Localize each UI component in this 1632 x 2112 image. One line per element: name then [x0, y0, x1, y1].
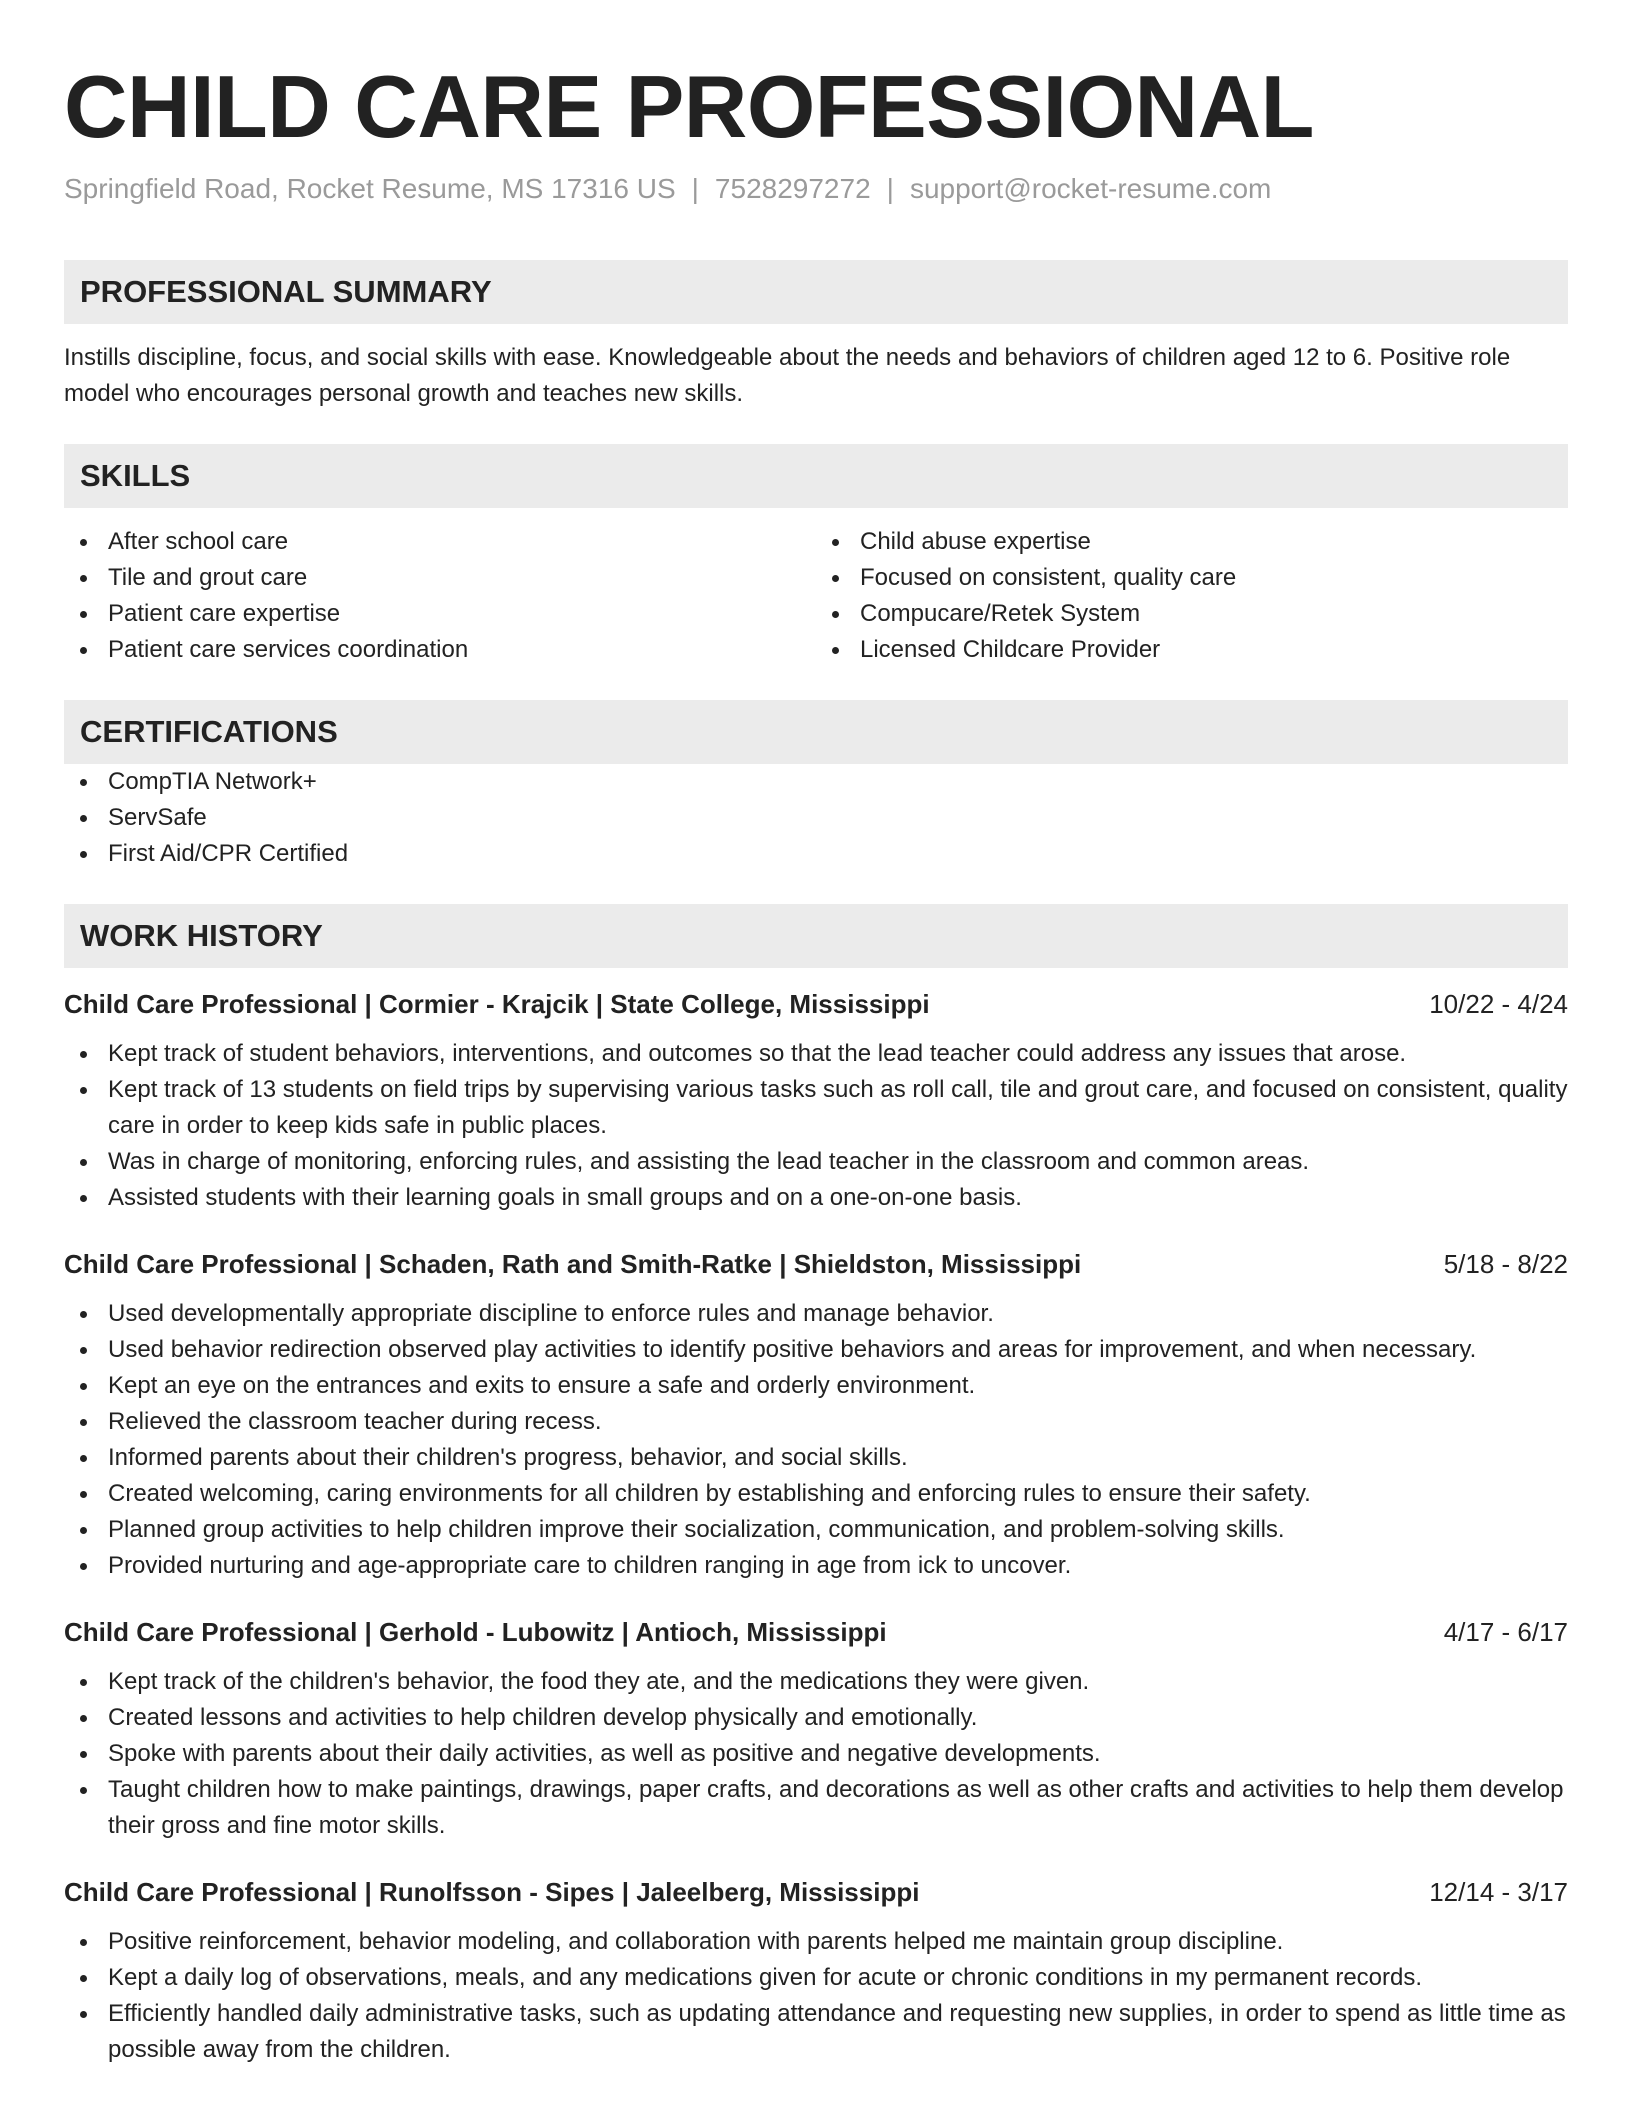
job-bullet: Created lessons and activities to help children develop physically and emotionally.: [64, 1700, 1568, 1736]
job-bullet: Kept track of the children's behavior, the food they ate, and the medications they were given.: [64, 1664, 1568, 1700]
skill-item: Focused on consistent, quality care: [816, 560, 1568, 596]
job-header: [64, 1874, 1568, 1910]
job-bullet: Was in charge of monitoring, enforcing rules, and assisting the lead teacher in the classroom and common areas.: [64, 1144, 1568, 1180]
skill-item: Patient care services coordination: [64, 632, 816, 668]
job-title: Child Care Professional | Cormier - Krajcik | State College, Mississippi: [64, 988, 930, 1019]
skills-column-left: [64, 524, 816, 668]
certification-item: CompTIA Network+: [64, 764, 1568, 800]
job-title: Child Care Professional | Schaden, Rath and Smith-Ratke | Shieldston, Mississippi: [64, 1248, 1082, 1279]
job-bullet: Provided nurturing and age-appropriate care to children ranging in age from ick to uncover.: [64, 1548, 1568, 1584]
certification-item: ServSafe: [64, 800, 1568, 836]
job-entry: [64, 1614, 1568, 1844]
job-bullet: Used developmentally appropriate discipline to enforce rules and manage behavior.: [64, 1296, 1568, 1332]
section-header-summary: PROFESSIONAL SUMMARY: [64, 260, 1568, 324]
job-header: [64, 986, 1568, 1022]
contact-email: support@rocket-resume.com: [909, 173, 1272, 205]
skill-item: Compucare/Retek System: [816, 596, 1568, 632]
job-title: Child Care Professional | Runolfsson - Sipes | Jaleelberg, Mississippi: [64, 1876, 920, 1907]
job-header: [64, 1614, 1568, 1650]
section-header-skills: SKILLS: [64, 444, 1568, 508]
job-entry: [64, 1874, 1568, 2068]
job-bullet: Efficiently handled daily administrative tasks, such as updating attendance and requesting new supplies, in order to spend as little time as possible away from the children.: [64, 1996, 1568, 2068]
skills-column-right: [816, 524, 1568, 668]
contact-separator: |: [691, 173, 699, 205]
section-header-certifications: CERTIFICATIONS: [64, 700, 1568, 764]
summary-text: Instills discipline, focus, and social skills with ease. Knowledgeable about the needs and behaviors of children aged 12 to 6. Positive role model who encourages personal growth and teaches new skills.: [64, 343, 1511, 407]
skill-item: Patient care expertise: [64, 596, 816, 632]
job-bullet: Spoke with parents about their daily activities, as well as positive and negative developments.: [64, 1736, 1568, 1772]
job-bullet: Kept a daily log of observations, meals, and any medications given for acute or chronic conditions in my permanent records.: [64, 1960, 1568, 1996]
job-bullets: [64, 1664, 1568, 1844]
job-header: [64, 1246, 1568, 1282]
contact-line: [64, 171, 1568, 207]
job-bullet: Positive reinforcement, behavior modeling, and collaboration with parents helped me maintain group discipline.: [64, 1924, 1568, 1960]
job-bullet: Informed parents about their children's progress, behavior, and social skills.: [64, 1440, 1568, 1476]
certifications-list: [64, 764, 1568, 872]
job-bullet: Taught children how to make paintings, drawings, paper crafts, and decorations as well as other crafts and activities to help them develop their gross and fine motor skills.: [64, 1772, 1568, 1844]
job-bullets: [64, 1036, 1568, 1216]
job-bullet: Assisted students with their learning goals in small groups and on a one-on-one basis.: [64, 1180, 1568, 1216]
job-bullet: Planned group activities to help children improve their socialization, communication, and problem-solving skills.: [64, 1512, 1568, 1548]
contact-address: Springfield Road, Rocket Resume, MS 17316 US: [64, 173, 676, 205]
job-dates: 4/17 - 6/17: [1443, 1616, 1568, 1647]
job-bullet: Kept track of 13 students on field trips by supervising various tasks such as roll call, tile and grout care, and focused on consistent, quality care in order to keep kids safe in public places.: [64, 1072, 1568, 1144]
skill-item: Licensed Childcare Provider: [816, 632, 1568, 668]
contact-phone: 7528297272: [714, 173, 871, 205]
job-bullet: Kept an eye on the entrances and exits to ensure a safe and orderly environment.: [64, 1368, 1568, 1404]
job-dates: 12/14 - 3/17: [1429, 1876, 1568, 1907]
job-bullets: [64, 1296, 1568, 1584]
job-title: Child Care Professional | Gerhold - Lubowitz | Antioch, Mississippi: [64, 1616, 887, 1647]
section-header-work-history: WORK HISTORY: [64, 904, 1568, 968]
job-bullet: Relieved the classroom teacher during recess.: [64, 1404, 1568, 1440]
job-dates: 5/18 - 8/22: [1443, 1248, 1568, 1279]
resume-name: CHILD CARE PROFESSIONAL: [64, 57, 1314, 156]
job-bullet: Used behavior redirection observed play activities to identify positive behaviors and areas for improvement, and when necessary.: [64, 1332, 1568, 1368]
job-bullets: [64, 1924, 1568, 2068]
skill-item: Tile and grout care: [64, 560, 816, 596]
contact-separator: |: [886, 173, 894, 205]
skills-list-right: [816, 524, 1568, 668]
job-entry: [64, 986, 1568, 1216]
skill-item: Child abuse expertise: [816, 524, 1568, 560]
job-bullet: Kept track of student behaviors, interventions, and outcomes so that the lead teacher could address any issues that arose.: [64, 1036, 1568, 1072]
skills-list-left: [64, 524, 816, 668]
job-dates: 10/22 - 4/24: [1429, 988, 1568, 1019]
skills-grid: [64, 524, 1568, 668]
skill-item: After school care: [64, 524, 816, 560]
certification-item: First Aid/CPR Certified: [64, 836, 1568, 872]
job-bullet: Created welcoming, caring environments for all children by establishing and enforcing rules to ensure their safety.: [64, 1476, 1568, 1512]
job-entry: [64, 1246, 1568, 1584]
